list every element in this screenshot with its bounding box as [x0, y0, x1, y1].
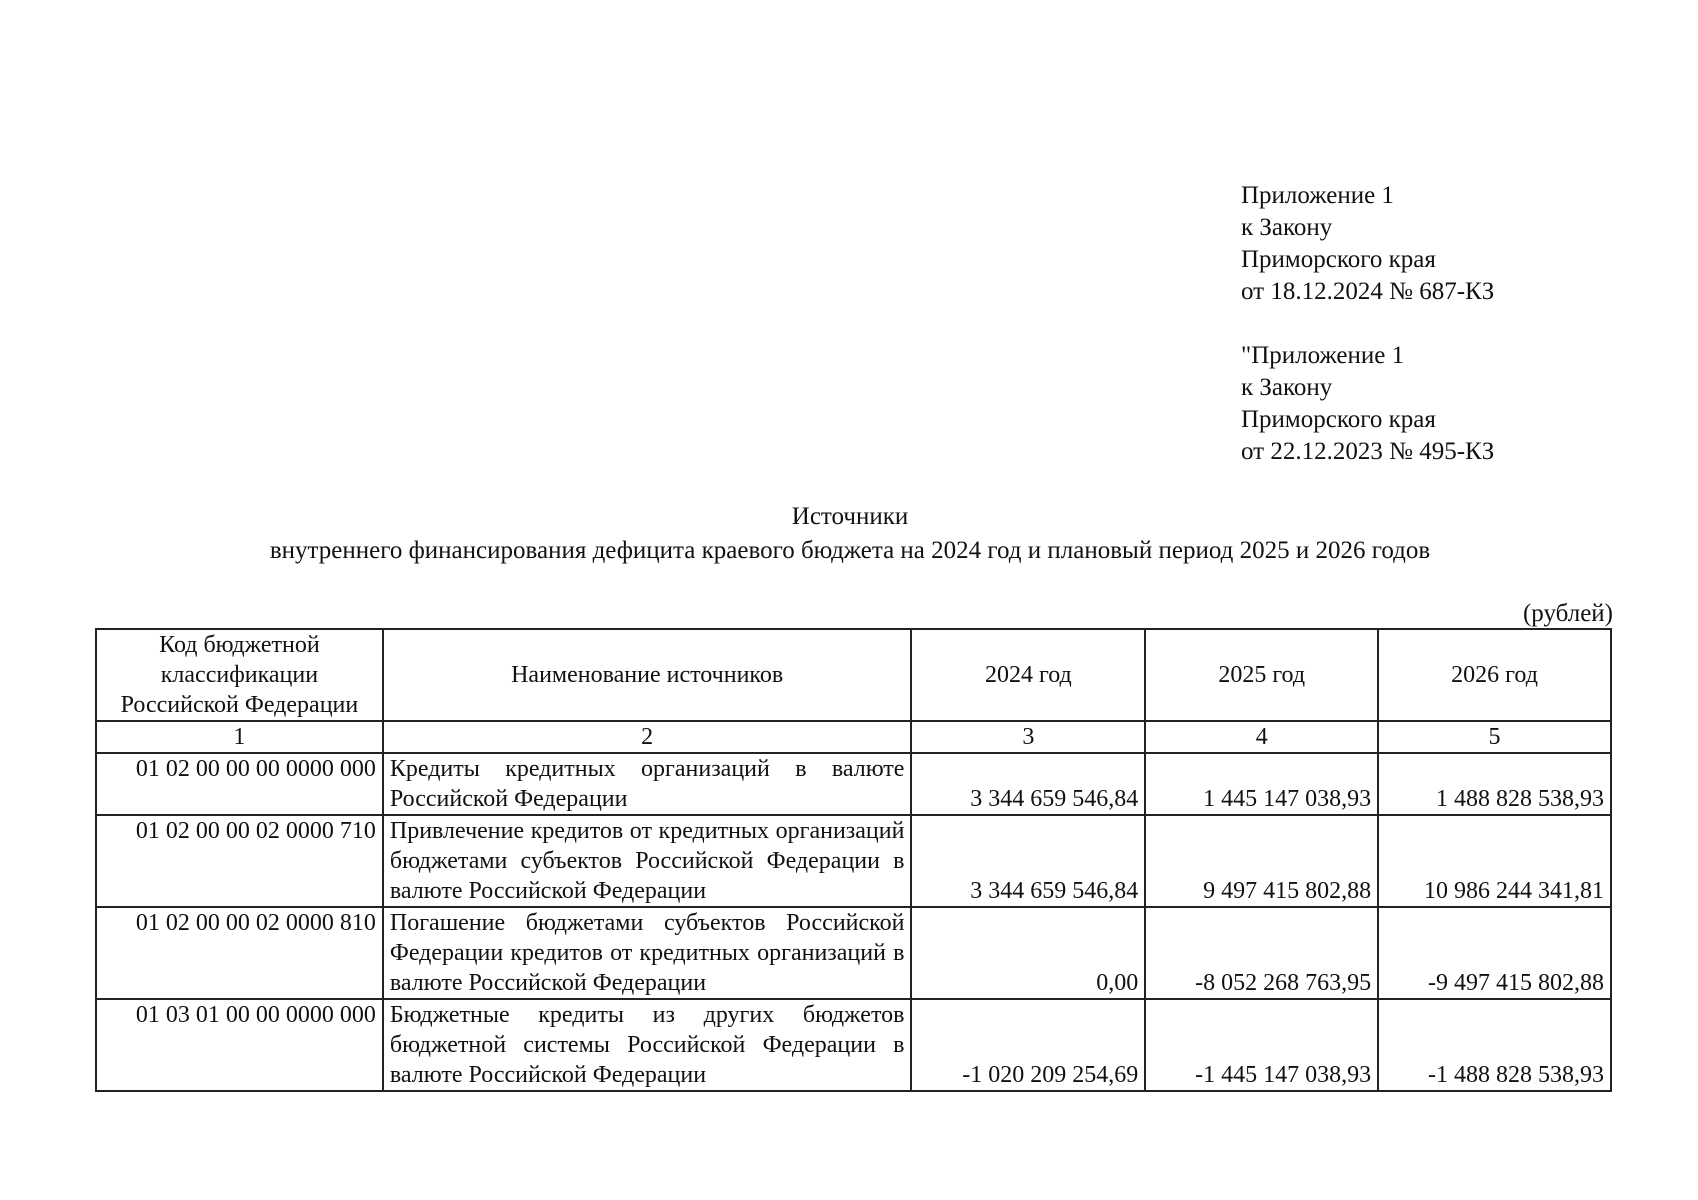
header-name: Наименование источников [383, 629, 912, 721]
table-row [96, 815, 1611, 907]
header-2024: 2024 год [911, 629, 1145, 721]
table-row [96, 999, 1611, 1091]
column-number: 3 [911, 721, 1145, 753]
row-name: Бюджетные кредиты из других бюджетов бюджетной системы Российской Федерации в валюте Российской Федерации [383, 999, 912, 1091]
header-2026: 2026 год [1378, 629, 1611, 721]
header-2025: 2025 год [1145, 629, 1378, 721]
column-number: 2 [383, 721, 912, 753]
document-subtitle: внутреннего финансирования дефицита краевого бюджета на 2024 год и плановый период 2025 и 2026 годов [269, 537, 1431, 564]
appendix-original-line: "Приложение 1 [1241, 342, 1405, 369]
column-number-row [96, 721, 1611, 753]
row-value-2026: 1 488 828 538,93 [1378, 753, 1611, 815]
row-code: 01 03 01 00 00 0000 000 [96, 999, 383, 1091]
row-value-2025: -8 052 268 763,95 [1145, 907, 1378, 999]
row-value-2026: 10 986 244 341,81 [1378, 815, 1611, 907]
document-title-block [60, 500, 1640, 568]
row-value-2025: -1 445 147 038,93 [1145, 999, 1378, 1091]
row-value-2024: 0,00 [911, 907, 1145, 999]
budget-sources-table [95, 628, 1612, 1092]
table-row [96, 907, 1611, 999]
appendix-original-block [1241, 340, 1494, 468]
row-name: Погашение бюджетами субъектов Российской Федерации кредитов от кредитных организаций в валюте Российской Федерации [383, 907, 912, 999]
column-number: 5 [1378, 721, 1611, 753]
appendix-current-block [1241, 180, 1494, 308]
appendix-original-line: Приморского края [1241, 406, 1436, 433]
table-row [96, 753, 1611, 815]
row-value-2026: -1 488 828 538,93 [1378, 999, 1611, 1091]
header-code: Код бюджетной классификации Российской Федерации [96, 629, 383, 721]
row-value-2025: 1 445 147 038,93 [1145, 753, 1378, 815]
row-value-2026: -9 497 415 802,88 [1378, 907, 1611, 999]
row-code: 01 02 00 00 02 0000 710 [96, 815, 383, 907]
row-name: Привлечение кредитов от кредитных организаций бюджетами субъектов Российской Федерации в валюте Российской Федерации [383, 815, 912, 907]
row-value-2025: 9 497 415 802,88 [1145, 815, 1378, 907]
appendix-original-line: к Закону [1241, 374, 1333, 401]
row-name: Кредиты кредитных организаций в валюте Российской Федерации [383, 753, 912, 815]
appendix-current-line: к Закону [1241, 214, 1333, 241]
document-title: Источники [791, 503, 909, 530]
row-code: 01 02 00 00 02 0000 810 [96, 907, 383, 999]
appendix-current-line: от 18.12.2024 № 687-КЗ [1241, 278, 1495, 305]
appendix-current-line: Приморского края [1241, 246, 1436, 273]
row-code: 01 02 00 00 00 0000 000 [96, 753, 383, 815]
row-value-2024: 3 344 659 546,84 [911, 815, 1145, 907]
table-header-row [96, 629, 1611, 721]
column-number: 4 [1145, 721, 1378, 753]
unit-note: (рублей) [1522, 600, 1613, 627]
column-number: 1 [96, 721, 383, 753]
row-value-2024: -1 020 209 254,69 [911, 999, 1145, 1091]
appendix-current-line: Приложение 1 [1241, 182, 1394, 209]
row-value-2024: 3 344 659 546,84 [911, 753, 1145, 815]
appendix-original-line: от 22.12.2023 № 495-КЗ [1241, 438, 1495, 465]
